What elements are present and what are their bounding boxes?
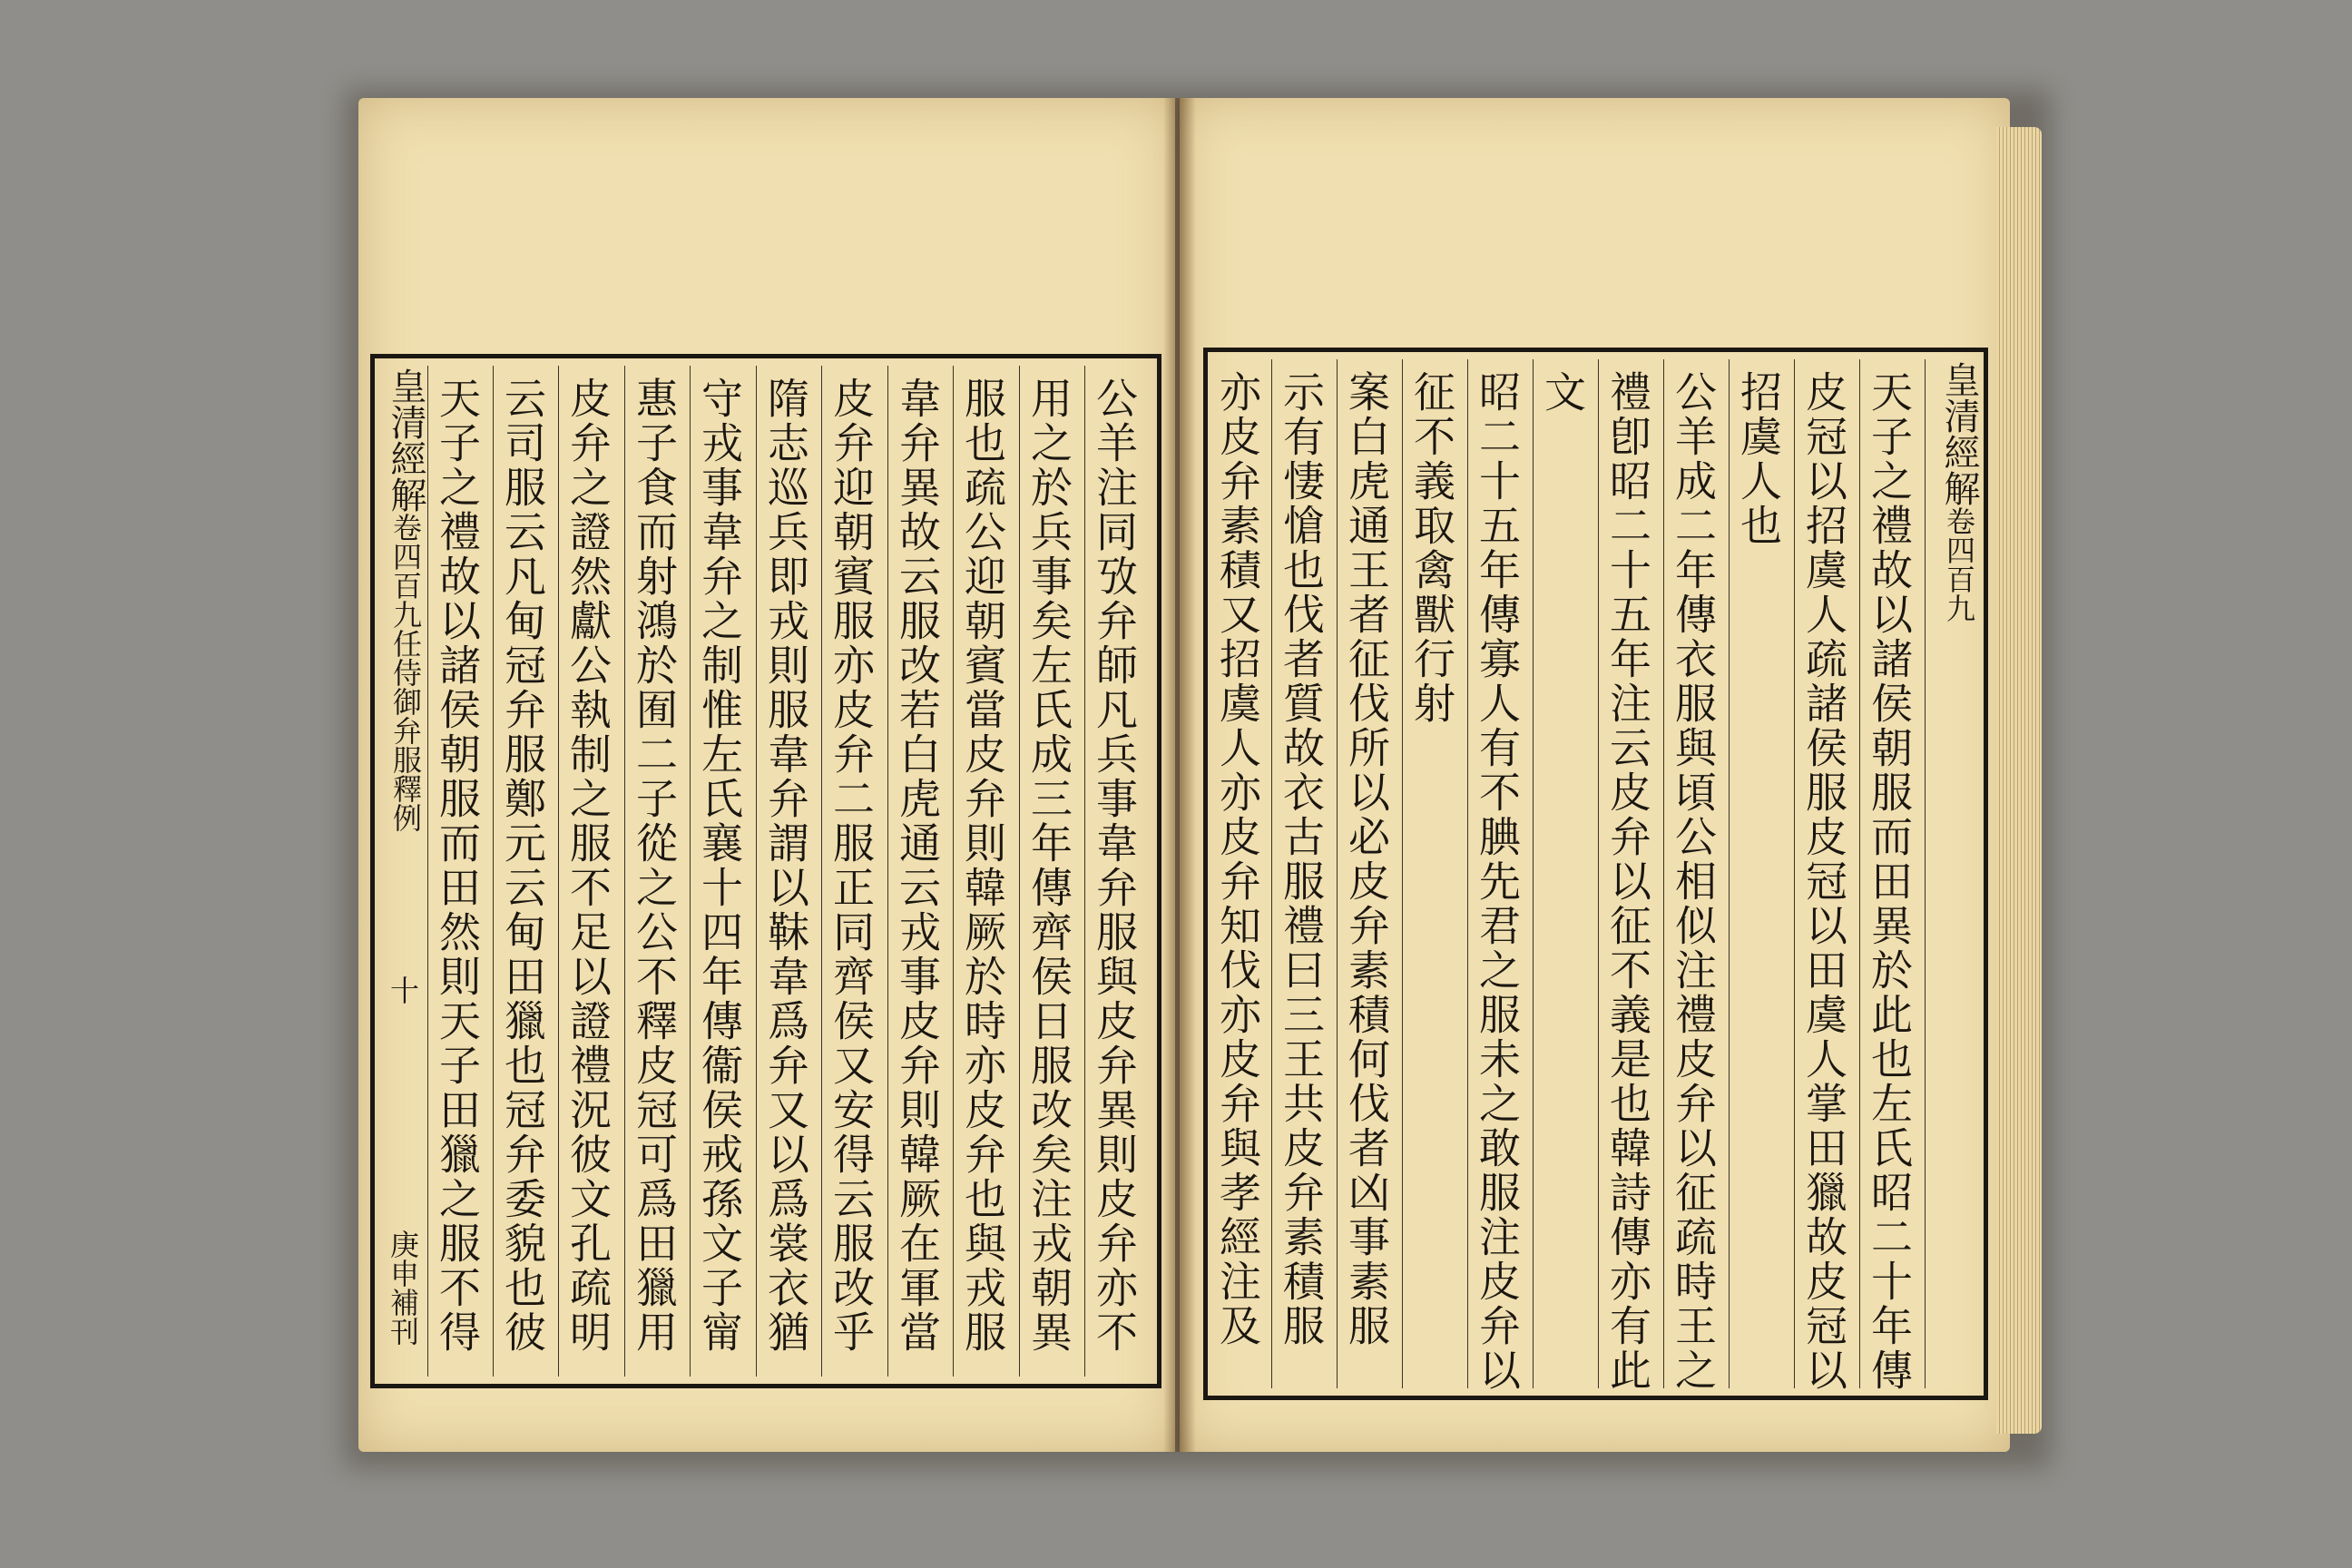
column-rule <box>624 366 625 1377</box>
text-column: 皮冠以招虞人疏諸侯服皮冠以田虞人掌田獵故皮冠以 <box>1799 370 1848 1393</box>
banxin-volume: 卷四百九 <box>388 513 423 629</box>
column-rule <box>493 366 494 1377</box>
page-edges <box>1996 127 2042 1434</box>
column-rule <box>1925 359 1926 1388</box>
banxin-edition: 庚申補刊 <box>386 1230 420 1346</box>
text-column: 案白虎通王者征伐所以必皮弁素積何伐者凶事素服 <box>1342 370 1391 1348</box>
left-banxin <box>380 368 432 832</box>
text-column: 征不義取禽獸行射 <box>1407 370 1456 726</box>
text-column: 昭二十五年傳寡人有不腆先君之服未之敢服注皮弁以 <box>1473 370 1522 1393</box>
column-rule <box>427 366 428 1377</box>
text-column: 招虞人也 <box>1734 370 1783 548</box>
text-column: 隋志巡兵即戎則服韋弁謂以靺韋爲弁又以爲裳衣猶 <box>761 377 810 1355</box>
column-rule <box>1271 359 1272 1388</box>
column-rule <box>1019 366 1020 1377</box>
column-rule <box>1467 359 1468 1388</box>
text-column: 守戎事韋弁之制惟左氏襄十四年傳衞侯戒孫文子甯 <box>695 377 744 1355</box>
text-column: 惠子食而射鴻於囿二子從之公不釋皮冠可爲田獵用 <box>630 377 679 1355</box>
column-rule <box>690 366 691 1377</box>
right-banxin <box>1934 361 1985 622</box>
column-rule <box>558 366 559 1377</box>
text-column: 服也疏公迎朝賓當皮弁則韓厥於時亦皮弁也與戎服 <box>958 377 1007 1355</box>
text-column: 韋弁異故云服改若白虎通云戎事皮弁則韓厥在軍當 <box>893 377 942 1355</box>
text-column: 云司服云凡甸冠弁服鄭元云甸田獵也冠弁委貌也彼 <box>498 377 547 1355</box>
text-column: 亦皮弁素積又招虞人亦皮弁知伐亦皮弁與孝經注及 <box>1213 370 1262 1348</box>
column-rule <box>1533 359 1534 1388</box>
column-rule <box>1084 366 1085 1377</box>
text-column: 示有悽愴也伐者質故衣古服禮曰三王共皮弁素積服 <box>1277 370 1326 1348</box>
banxin-chapter: 任侍御弁服釋例 <box>388 629 423 832</box>
column-rule <box>1794 359 1795 1388</box>
text-column: 公羊成二年傳衣服與頃公相似注禮皮弁以征疏時王之 <box>1669 370 1718 1393</box>
text-column: 用之於兵事矣左氏成三年傳齊侯日服改矣注戎朝異 <box>1024 377 1073 1355</box>
left-text-frame <box>370 354 1161 1388</box>
column-rule <box>1859 359 1860 1388</box>
banxin-title: 皇清經解 <box>1938 361 1980 506</box>
column-rule <box>887 366 888 1377</box>
banxin-folio: 十 <box>386 975 420 1004</box>
column-rule <box>953 366 954 1377</box>
text-column: 天子之禮故以諸侯朝服而田然則天子田獵之服不得 <box>433 377 482 1355</box>
column-rule <box>1337 359 1338 1388</box>
column-rule <box>1598 359 1599 1388</box>
text-column: 公羊注同攷弁師凡兵事韋弁服與皮弁異則皮弁亦不 <box>1090 377 1139 1355</box>
text-column: 文 <box>1538 370 1587 415</box>
right-text-frame <box>1203 348 1988 1400</box>
banxin-title: 皇清經解 <box>385 368 426 513</box>
column-rule <box>756 366 757 1377</box>
column-rule <box>1663 359 1664 1388</box>
text-column: 皮弁之證然獻公執制之服不足以證禮況彼文孔疏明 <box>564 377 612 1355</box>
text-column: 天子之禮故以諸侯朝服而田異於此也左氏昭二十年傳 <box>1865 370 1914 1393</box>
banxin-volume: 卷四百九 <box>1942 506 1976 622</box>
column-rule <box>1729 359 1730 1388</box>
book-gutter <box>1163 98 1196 1452</box>
text-column: 皮弁迎朝賓服亦皮弁二服正同齊侯又安得云服改乎 <box>827 377 876 1355</box>
text-column: 禮卽昭二十五年注云皮弁以征不義是也韓詩傳亦有此 <box>1603 370 1652 1393</box>
column-rule <box>1402 359 1403 1388</box>
column-rule <box>821 366 822 1377</box>
